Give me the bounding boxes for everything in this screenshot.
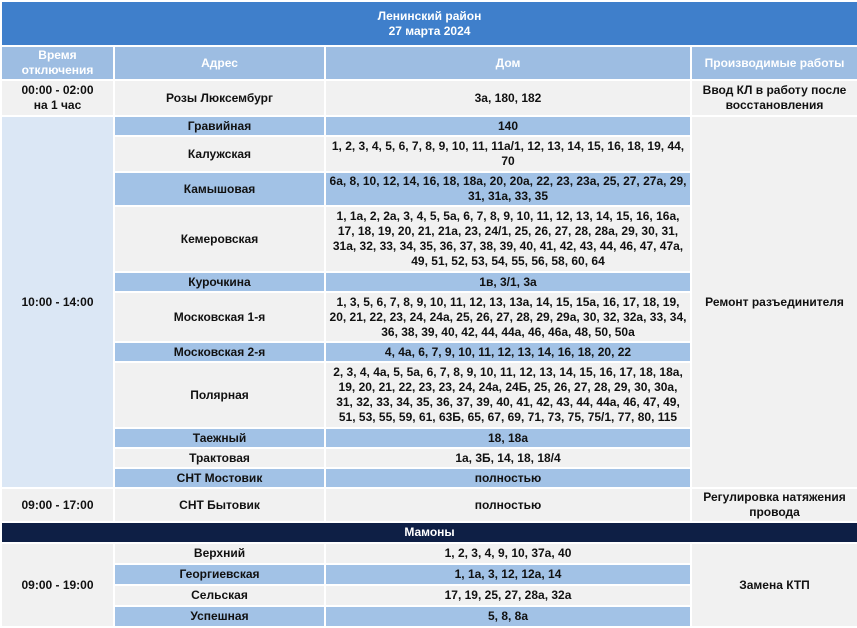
street-name: Курочкина [114, 272, 325, 292]
table-row [1, 116, 857, 136]
house-numbers: 6а, 8, 10, 12, 14, 16, 18, 18а, 20, 20а, 22, 23, 23а, 25, 27, 27а, 29, 31, 31а, 33, 35 [325, 172, 691, 206]
street-name: Московская 2-я [114, 342, 325, 362]
work-description: Замена КТП [691, 543, 857, 627]
house-numbers: 1, 3, 5, 6, 7, 8, 9, 10, 11, 12, 13, 13а, 14, 15, 15а, 16, 17, 18, 19, 20, 21, 22, 23, 24, 24а, 25, 26, 27, 28, 29, 29а, 30, 32, 32а, 33, 34, 36, 38, 39, 40, 42, 44, 44а, 46, 46а, 48, 50, 50а [325, 292, 691, 342]
street-name: Кемеровская [114, 206, 325, 272]
house-numbers: 1, 1а, 2, 2а, 3, 4, 5, 5а, 6, 7, 8, 9, 10, 11, 12, 13, 14, 15, 16, 16а, 17, 18, 19, 20, 21, 21а, 23, 24/1, 25, 26, 27, 28, 28а, 29, 30, 31, 31а, 32, 33, 34, 35, 36, 37, 38, 39, 40, 41, 42, 43, 44, 46, 47, 47а, 49, 51, 52, 53, 54, 55, 56, 58, 60, 64 [325, 206, 691, 272]
street-name: Гравийная [114, 116, 325, 136]
title-row [1, 1, 857, 46]
district-name: Ленинский район [377, 8, 482, 23]
house-numbers: 5, 8, 8а [325, 606, 691, 627]
house-numbers: 17, 19, 25, 27, 28а, 32а [325, 585, 691, 606]
house-numbers: 18, 18а [325, 428, 691, 448]
street-name: Калужская [114, 136, 325, 172]
house-numbers: 4, 4а, 6, 7, 9, 10, 11, 12, 13, 14, 16, 18, 20, 22 [325, 342, 691, 362]
street-name: Успешная [114, 606, 325, 627]
house-numbers: 1, 2, 3, 4, 5, 6, 7, 8, 9, 10, 11, 11а/1, 12, 13, 14, 15, 16, 18, 19, 44, 70 [325, 136, 691, 172]
street-name: Трактовая [114, 448, 325, 468]
outage-time: 09:00 - 19:00 [1, 543, 114, 627]
street-name: СНТ Бытовик [114, 488, 325, 522]
table-row [1, 543, 857, 564]
schedule-date: 27 марта 2024 [388, 23, 471, 38]
street-name: Полярная [114, 362, 325, 428]
subtitle-row [1, 522, 857, 543]
house-numbers: 2, 3, 4, 4а, 5, 5а, 6, 7, 8, 9, 10, 11, 12, 13, 14, 15, 16, 17, 18, 18а, 19, 20, 21, 22, 23, 23, 24, 24а, 24Б, 25, 26, 27, 28, 29, 30, 30а, 31, 32, 33, 34, 35, 36, 37, 39, 40, 41, 42, 43, 44, 44а, 46, 47, 49, 51, 53, 55, 59, 61, 63Б, 65, 67, 69, 71, 73, 75, 75/1, 77, 80, 115 [325, 362, 691, 428]
outage-time: 10:00 - 14:00 [1, 116, 114, 488]
street-name: Московская 1-я [114, 292, 325, 342]
street-name: Георгиевская [114, 564, 325, 585]
section-title: Мамоны [1, 522, 857, 543]
house-numbers: 1, 1а, 3, 12, 12а, 14 [325, 564, 691, 585]
street-name: Розы Люксембург [114, 80, 325, 116]
header-address: Адрес [114, 46, 325, 80]
street-name: Камышовая [114, 172, 325, 206]
table-title [1, 1, 857, 46]
outage-time: 00:00 - 02:00 на 1 час [1, 80, 114, 116]
street-name: Сельская [114, 585, 325, 606]
table-row [1, 80, 857, 116]
header-row [1, 46, 857, 80]
header-house: Дом [325, 46, 691, 80]
house-numbers: 3а, 180, 182 [325, 80, 691, 116]
house-numbers: 1в, 3/1, 3а [325, 272, 691, 292]
street-name: СНТ Мостовик [114, 468, 325, 488]
house-numbers: полностью [325, 468, 691, 488]
house-numbers: полностью [325, 488, 691, 522]
header-time: Время отключения [1, 46, 114, 80]
work-description: Регулировка натяжения провода [691, 488, 857, 522]
work-description: Ввод КЛ в работу после восстановления [691, 80, 857, 116]
outage-time: 09:00 - 17:00 [1, 488, 114, 522]
house-numbers: 140 [325, 116, 691, 136]
house-numbers: 1а, 3Б, 14, 18, 18/4 [325, 448, 691, 468]
house-numbers: 1, 2, 3, 4, 9, 10, 37а, 40 [325, 543, 691, 564]
header-work: Производимые работы [691, 46, 857, 80]
street-name: Таежный [114, 428, 325, 448]
work-description: Ремонт разъединителя [691, 116, 857, 488]
table-row [1, 488, 857, 522]
street-name: Верхний [114, 543, 325, 564]
